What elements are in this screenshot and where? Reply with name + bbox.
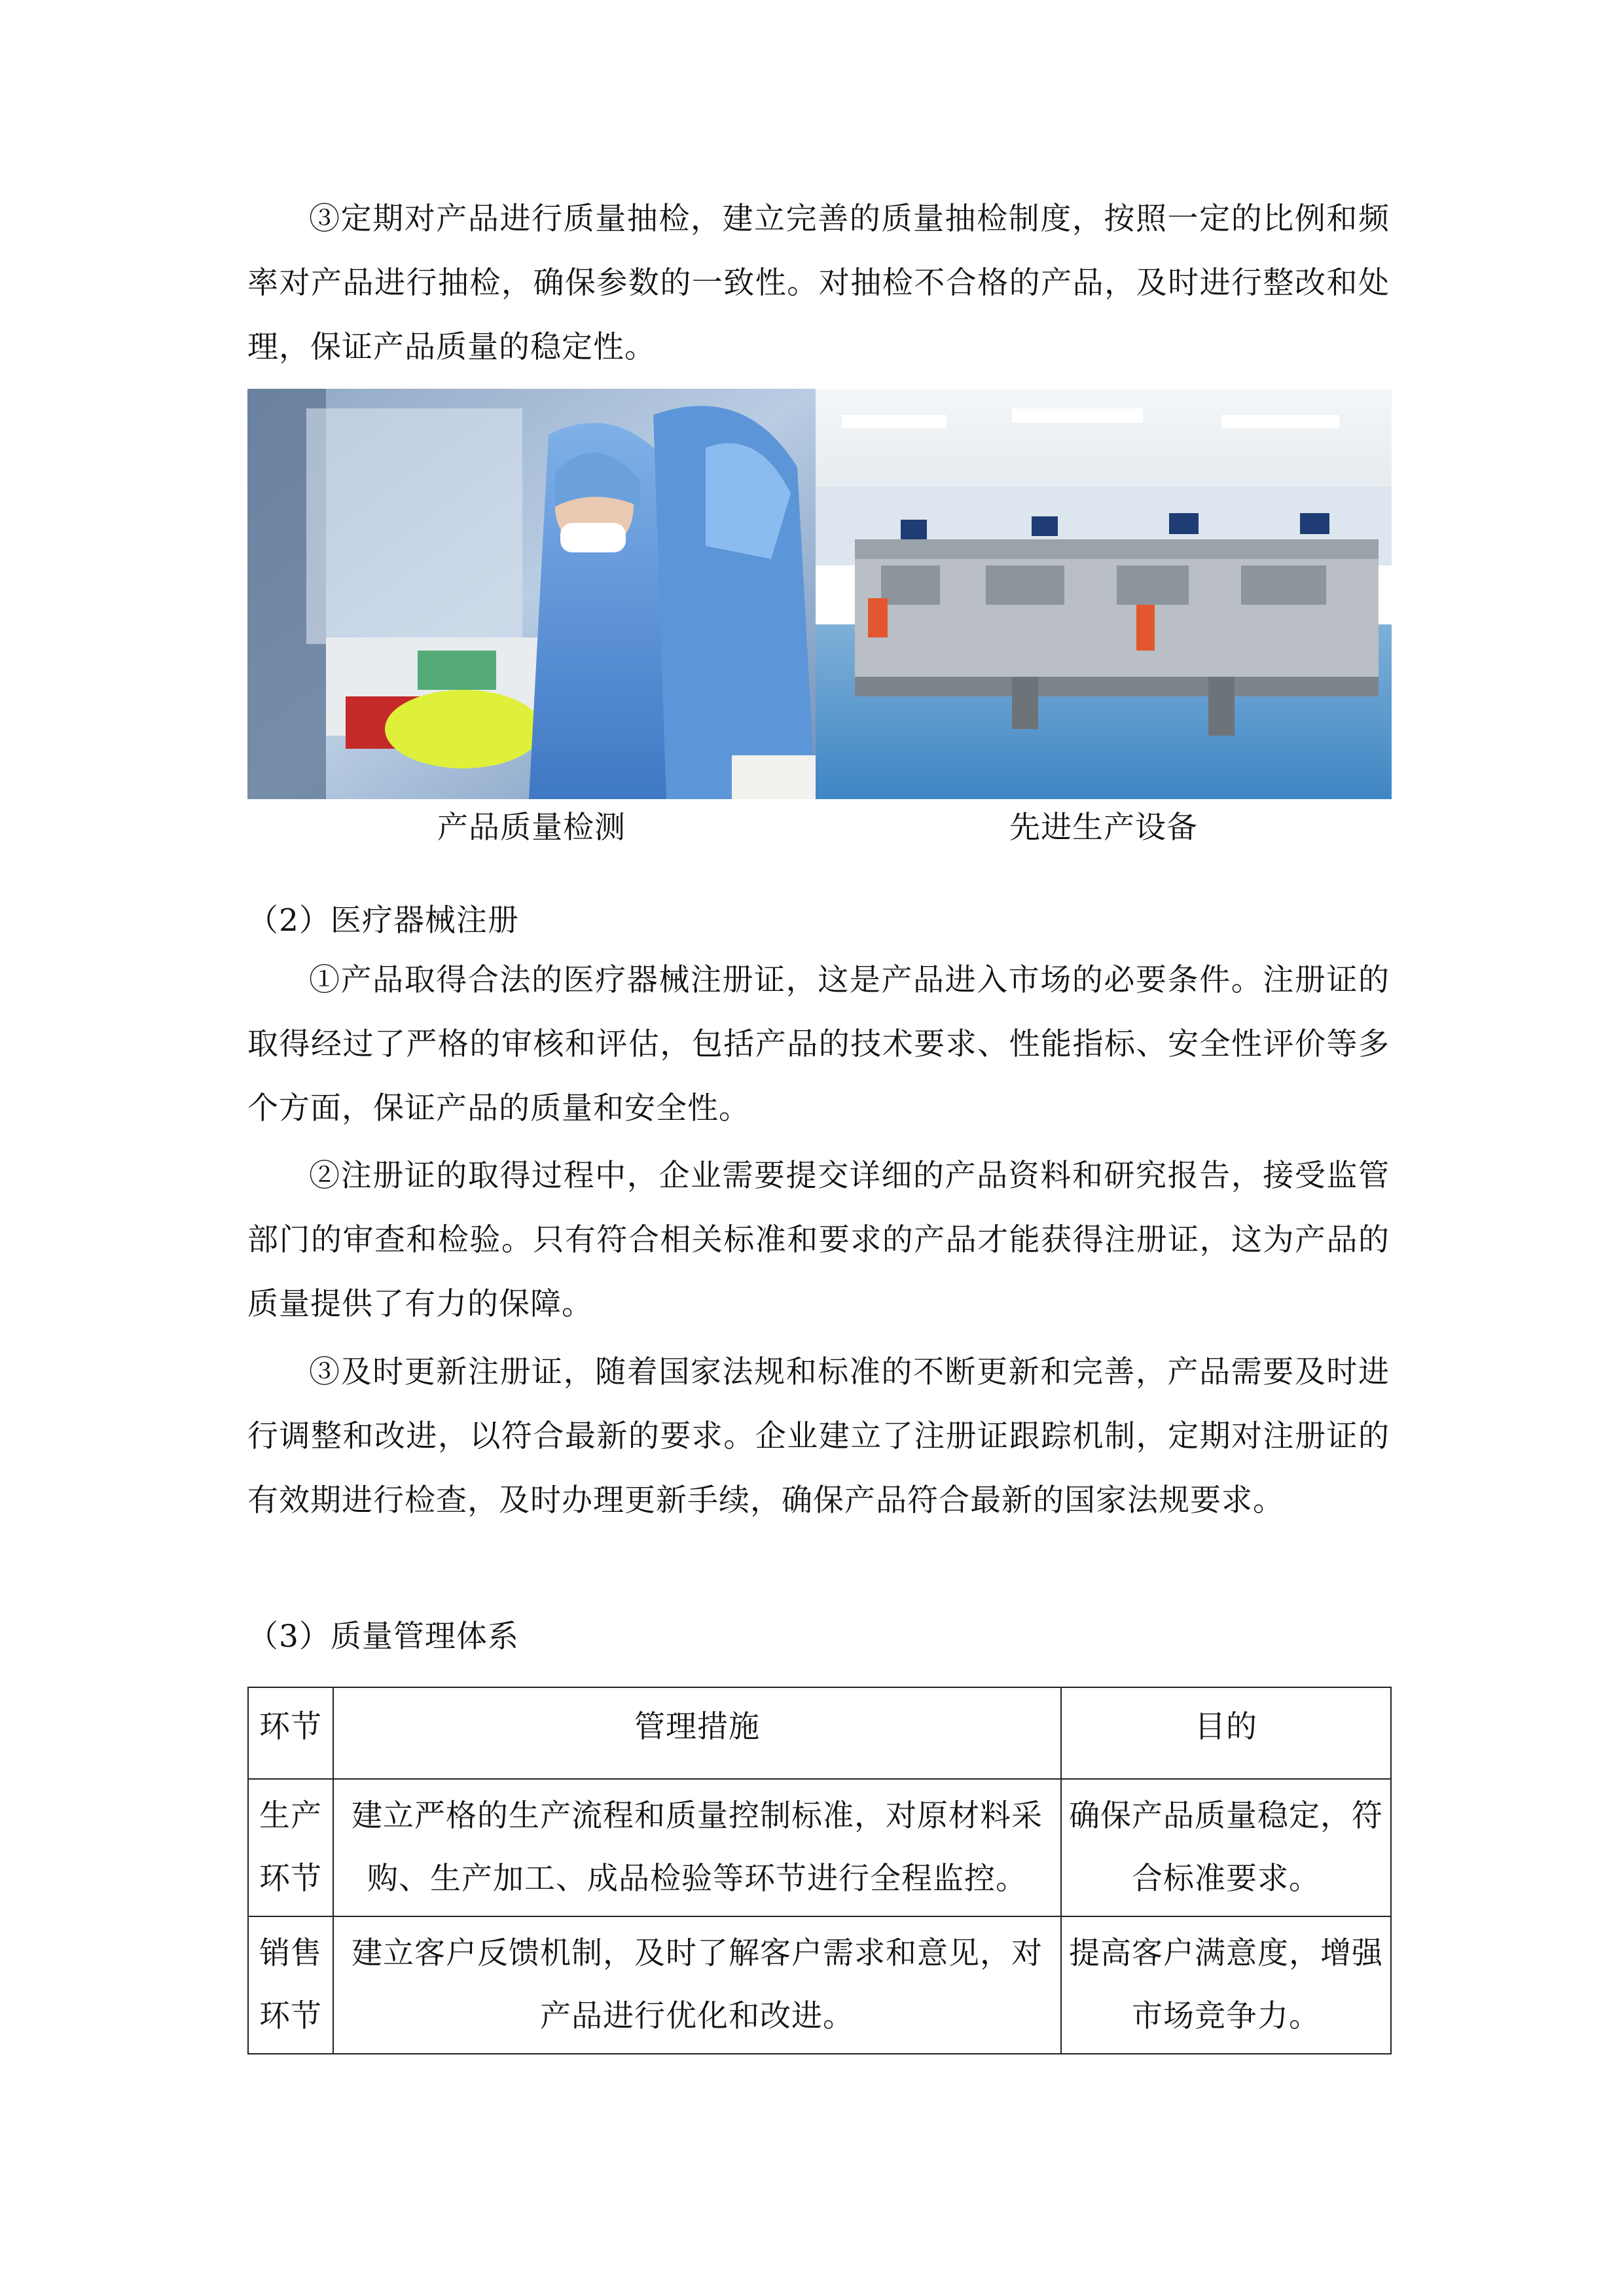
table-cell-purpose: 提高客户满意度，增强市场竞争力。 [1061,1916,1391,2054]
paragraph-registration-process: ②注册证的取得过程中，企业需要提交详细的产品资料和研究报告，接受监管部门的审查和检验。只有符合相关标准和要求的产品才能获得注册证，这为产品的质量提供了有力的保障。 [247,1158,1390,1322]
table-header-purpose: 目的 [1061,1687,1391,1779]
table-row [248,1779,1391,1916]
quality-management-table [247,1687,1392,2054]
table-cell-stage: 生产环节 [248,1779,333,1916]
table-cell-measure: 建立客户反馈机制，及时了解客户需求和意见，对产品进行优化和改进。 [333,1916,1061,2054]
table-header-row [248,1687,1391,1779]
table-cell-purpose: 确保产品质量稳定，符合标准要求。 [1061,1779,1391,1916]
table-header-measure: 管理措施 [333,1687,1061,1779]
heading-device-registration: （2）医疗器械注册 [247,903,519,939]
table-cell-stage: 销售环节 [248,1916,333,2054]
caption-production-equipment: 先进生产设备 [1009,810,1198,846]
table-row [248,1916,1391,2054]
table-header-stage: 环节 [248,1687,333,1779]
production-equipment-illustration [816,389,1392,799]
production-equipment-photo [816,389,1392,799]
table-cell-measure: 建立严格的生产流程和质量控制标准，对原材料采购、生产加工、成品检验等环节进行全程监控。 [333,1779,1061,1916]
paragraph-registration-certificate: ①产品取得合法的医疗器械注册证，这是产品进入市场的必要条件。注册证的取得经过了严格的审核和评估，包括产品的技术要求、性能指标、安全性评价等多个方面，保证产品的质量和安全性。 [247,962,1390,1126]
caption-quality-inspection: 产品质量检测 [437,810,626,846]
paragraph-quality-sampling: ③定期对产品进行质量抽检，建立完善的质量抽检制度，按照一定的比例和频率对产品进行抽检，确保参数的一致性。对抽检不合格的产品，及时进行整改和处理，保证产品质量的稳定性。 [247,201,1390,365]
heading-quality-management: （3）质量管理体系 [247,1619,519,1655]
quality-inspection-illustration [247,389,816,799]
quality-inspection-photo [247,389,816,799]
paragraph-registration-update: ③及时更新注册证，随着国家法规和标准的不断更新和完善，产品需要及时进行调整和改进，以符合最新的要求。企业建立了注册证跟踪机制，定期对注册证的有效期进行检查，及时办理更新手续，确保产品符合最新的国家法规要求。 [247,1354,1390,1518]
